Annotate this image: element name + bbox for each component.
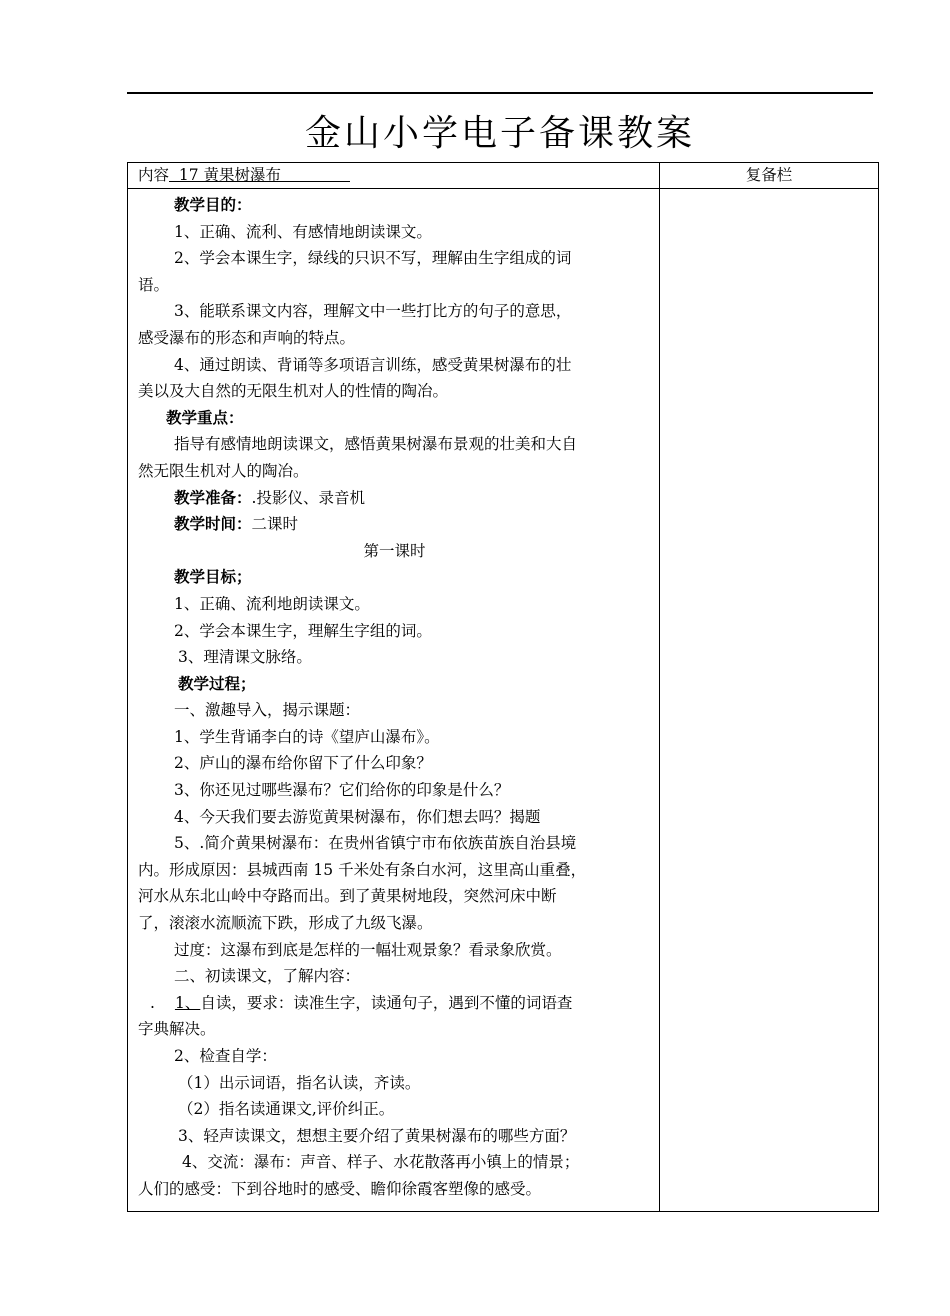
process-line: 3、你还见过哪些瀑布？它们给你的印象是什么？	[174, 781, 510, 800]
key-points-heading: 教学重点：	[166, 407, 244, 427]
self-read-number: 1、	[174, 993, 201, 1012]
process-line: 过度：这瀑布到底是怎样的一幅壮观景象？看录象欣赏。	[174, 940, 562, 959]
process-line: 2、庐山的瀑布给你留下了什么印象？	[174, 754, 432, 773]
goal-line: 2、学会本课生字，理解生字组的词。	[174, 621, 432, 640]
objective-line: 1、正确、流利、有感情地朗读课文。	[174, 222, 432, 241]
objective-line: 3、能联系课文内容，理解文中一些打比方的句子的意思，	[174, 302, 572, 321]
goals-heading: 教学目标；	[174, 567, 252, 587]
process-line: 5、.简介黄果树瀑布：在贵州省镇宁市布依族苗族自治县境	[174, 834, 577, 853]
review-column-header: 复备栏	[660, 163, 879, 189]
check-line: 3、轻声读课文，想想主要介绍了黄果树瀑布的哪些方面？	[178, 1126, 576, 1145]
self-read-prefix: .	[150, 993, 155, 1012]
process-line: 1、学生背诵李白的诗《望庐山瀑布》。	[174, 727, 440, 746]
top-rule	[127, 92, 873, 94]
key-point-line: 然无限生机对人的陶冶。	[138, 461, 309, 480]
process-heading: 教学过程；	[178, 673, 256, 693]
objective-line: 美以及大自然的无限生机对人的性情的陶冶。	[138, 382, 449, 401]
goal-line: 1、正确、流利地朗读课文。	[174, 594, 370, 613]
preparation-value: .投影仪、录音机	[251, 488, 365, 507]
key-point-line: 指导有感情地朗读课文，感悟黄果树瀑布景观的壮美和大自	[174, 435, 578, 454]
objectives-heading: 教学目的：	[174, 195, 252, 214]
process-line: 了，滚滚水流顺流下跌，形成了九级飞瀑。	[138, 914, 433, 933]
process-line: 河水从东北山岭中夺路而出。到了黄果树地段，突然河床中断	[138, 887, 557, 906]
page-title: 金山小学电子备课教案	[304, 113, 695, 154]
check-line: 2、检查自学：	[174, 1047, 277, 1065]
process-line: 内。形成原因：县城西南 15 千米处有条白水河，这里高山重叠，	[138, 860, 587, 879]
check-line: （1）出示词语，指名认读，齐读。	[178, 1073, 421, 1092]
content-value: 17 黄果树瀑布	[169, 166, 350, 184]
time-value: 二课时	[251, 515, 299, 534]
preparation-label: 教学准备：	[174, 487, 252, 507]
body-row	[128, 189, 879, 1212]
content-header	[128, 163, 660, 189]
goal-line: 3、理清课文脉络。	[178, 648, 312, 667]
objective-line: 4、通过朗读、背诵等多项语言训练，感受黄果树瀑布的壮	[174, 355, 572, 374]
review-column	[660, 189, 879, 1212]
lesson-plan-table	[127, 162, 879, 1212]
lesson-title: 第一课时	[363, 541, 426, 560]
check-line: （2）指名读通课文,评价纠正。	[178, 1100, 395, 1119]
objective-line: 感受瀑布的形态和声响的特点。	[138, 328, 356, 347]
self-read-continuation: 字典解决。	[138, 1020, 216, 1039]
header-row	[128, 163, 879, 189]
content-label: 内容	[138, 166, 170, 184]
self-read-text: 自读，要求：读准生字，读通句子，遇到不懂的词语查	[200, 993, 573, 1012]
process-line: 一、激趣导入，揭示课题：	[174, 701, 361, 720]
lesson-content	[128, 189, 660, 1212]
time-label: 教学时间：	[174, 514, 252, 534]
objective-line: 2、学会本课生字，绿线的只识不写，理解由生字组成的词	[174, 249, 572, 268]
check-line: 4、交流：瀑布：声音、样子、水花散落再小镇上的情景；	[182, 1153, 580, 1172]
check-line: 人们的感受：下到谷地时的感受、瞻仰徐霞客塑像的感受。	[138, 1179, 542, 1198]
process-line: 二、初读课文，了解内容：	[174, 967, 361, 986]
objective-line: 语。	[138, 275, 170, 294]
process-line: 4、今天我们要去游览黄果树瀑布，你们想去吗？揭题	[174, 807, 541, 826]
